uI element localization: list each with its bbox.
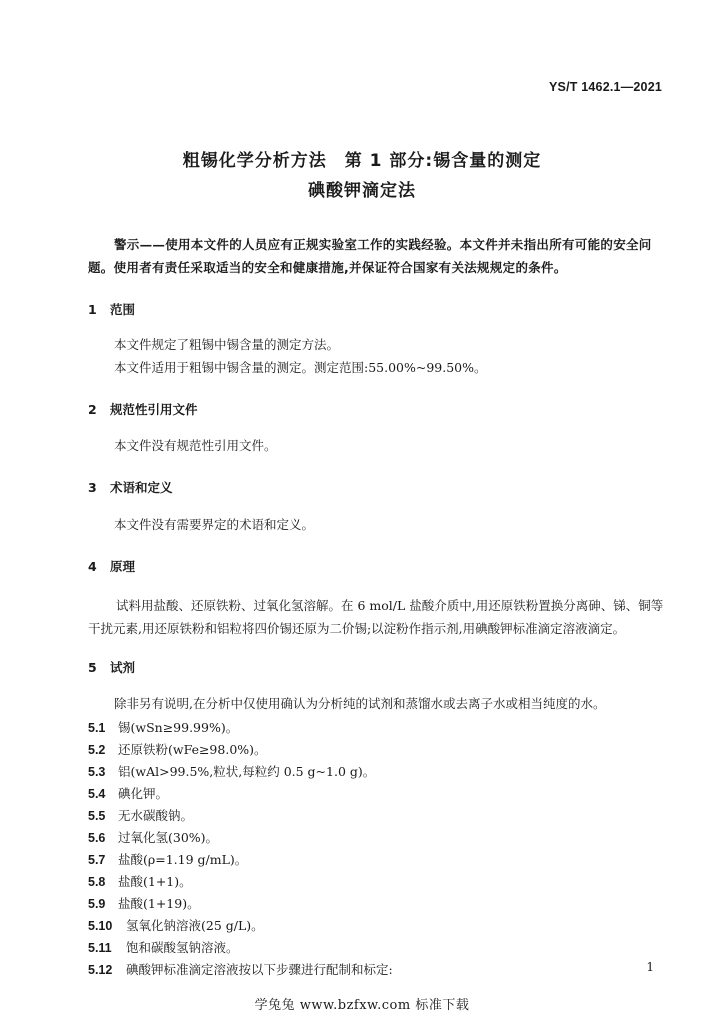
reagent-item: [88, 850, 247, 868]
item-number: 5.9: [88, 897, 106, 911]
section-3-paragraph: 本文件没有需要界定的术语和定义。: [114, 517, 315, 532]
warning-paragraph: 警示——使用本文件的人员应有正规实验室工作的实践经验。本文件并未指出所有可能的安全问题。使用者有责任采取适当的安全和健康措施,并保证符合国家有关法规规定的条件。: [88, 237, 652, 275]
reagent-item: [88, 916, 264, 934]
document-title-line1: 粗锡化学分析方法 第 1 部分:锡含量的测定: [182, 151, 542, 171]
item-number: 5.6: [88, 831, 106, 845]
section-title: 范围: [110, 302, 136, 317]
reagent-item: [88, 872, 192, 890]
section-title: 规范性引用文件: [110, 402, 198, 417]
section-5-paragraph: 除非另有说明,在分析中仅使用确认为分析纯的试剂和蒸馏水或去离子水或相当纯度的水。: [114, 696, 606, 711]
section-1-paragraph-2: 本文件适用于粗锡中锡含量的测定。测定范围:55.00%~99.50%。: [114, 360, 487, 375]
item-text: 碘酸钾标准滴定溶液按以下步骤进行配制和标定:: [126, 962, 393, 977]
item-number: 5.11: [88, 941, 112, 955]
reagent-item: [88, 894, 200, 912]
document-title-line2: 碘酸钾滴定法: [308, 181, 416, 201]
section-number: 4: [88, 559, 97, 574]
section-1-heading: [88, 300, 135, 318]
item-number: 5.12: [88, 963, 113, 977]
reagent-item: [88, 938, 239, 956]
item-number: 5.7: [88, 853, 106, 867]
section-2-paragraph: 本文件没有规范性引用文件。: [114, 438, 277, 453]
section-number: 5: [88, 660, 97, 675]
item-text: 氢氧化钠溶液(25 g/L)。: [126, 918, 264, 933]
item-number: 5.2: [88, 743, 106, 757]
section-number: 2: [88, 402, 97, 417]
item-number: 5.3: [88, 765, 106, 779]
reagent-item: [88, 784, 168, 802]
item-text: 盐酸(1+19)。: [118, 896, 200, 911]
item-text: 盐酸(ρ=1.19 g/mL)。: [118, 852, 248, 867]
section-3-heading: [88, 478, 173, 496]
section-4-heading: [88, 557, 135, 575]
section-title: 试剂: [110, 660, 136, 675]
section-number: 1: [88, 302, 97, 317]
section-2-heading: [88, 400, 198, 418]
item-text: 盐酸(1+1)。: [118, 874, 192, 889]
item-text: 锡(wSn≥99.99%)。: [118, 720, 239, 735]
section-title: 原理: [110, 559, 136, 574]
item-text: 铝(wAl>99.5%,粒状,每粒约 0.5 g~1.0 g)。: [118, 764, 376, 779]
item-text: 碘化钾。: [118, 786, 169, 801]
reagent-item: [88, 762, 375, 780]
standard-code: YS/T 1462.1—2021: [549, 80, 662, 94]
item-text: 还原铁粉(wFe≥98.0%)。: [118, 742, 267, 757]
reagent-item: [88, 740, 267, 758]
item-number: 5.4: [88, 787, 106, 801]
page-number: 1: [646, 960, 654, 974]
section-number: 3: [88, 480, 97, 495]
section-title: 术语和定义: [110, 480, 173, 495]
section-4-paragraph: 试料用盐酸、还原铁粉、过氧化氢溶解。在 6 mol/L 盐酸介质中,用还原铁粉置换分离砷、锑、铜等干扰元素,用还原铁粉和铝粒将四价锡还原为二价锡;以淀粉作指示剂,用碘酸钾标准滴定溶液滴定。: [88, 598, 664, 636]
section-5-heading: [88, 658, 135, 676]
item-number: 5.5: [88, 809, 106, 823]
reagent-item: [88, 718, 238, 736]
reagent-item: [88, 806, 193, 824]
footer-watermark-text: 学兔兔 www.bzfxw.com 标准下载: [254, 998, 470, 1013]
item-number: 5.10: [88, 919, 113, 933]
item-text: 饱和碳酸氢钠溶液。: [126, 940, 239, 955]
item-text: 无水碳酸钠。: [118, 808, 194, 823]
item-text: 过氧化氢(30%)。: [118, 830, 219, 845]
reagent-item: [88, 960, 393, 978]
item-number: 5.8: [88, 875, 106, 889]
item-number: 5.1: [88, 721, 106, 735]
section-1-paragraph-1: 本文件规定了粗锡中锡含量的测定方法。: [114, 337, 340, 352]
reagent-item: [88, 828, 218, 846]
